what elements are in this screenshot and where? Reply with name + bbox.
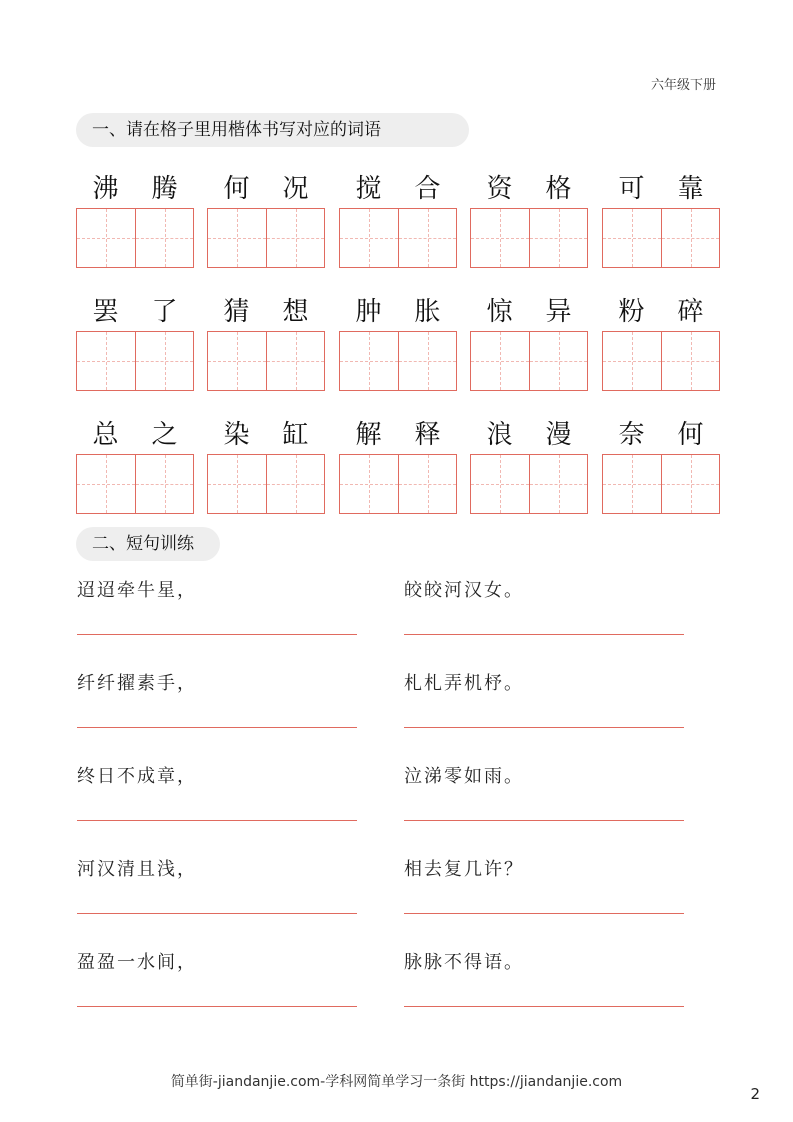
word-character: 猜 (223, 296, 250, 327)
writing-cell[interactable] (135, 332, 194, 390)
writing-cell[interactable] (77, 209, 135, 267)
writing-grid[interactable] (602, 208, 720, 268)
answer-line[interactable] (404, 727, 684, 728)
word-character: 之 (151, 419, 178, 450)
writing-grid[interactable] (339, 331, 457, 391)
word-character: 缸 (282, 419, 309, 450)
word-item (602, 287, 720, 391)
word-character: 肿 (355, 296, 382, 327)
writing-grid[interactable] (602, 454, 720, 514)
poem-line-right (404, 576, 686, 606)
word-character: 惊 (486, 296, 513, 327)
writing-cell[interactable] (398, 332, 457, 390)
writing-grid[interactable] (207, 331, 325, 391)
word-character: 碎 (677, 296, 704, 327)
word-item (602, 410, 720, 514)
writing-cell[interactable] (398, 455, 457, 513)
word-character: 可 (618, 173, 645, 204)
writing-grid[interactable] (470, 331, 588, 391)
answer-line[interactable] (404, 913, 684, 914)
word-character: 了 (151, 296, 178, 327)
word-character: 想 (282, 296, 309, 327)
poem-text: 纤纤擢素手， (77, 673, 197, 694)
writing-cell[interactable] (661, 455, 720, 513)
writing-grid[interactable] (470, 454, 588, 514)
word-item (207, 287, 325, 391)
writing-cell[interactable] (661, 209, 720, 267)
word-character: 奈 (618, 419, 645, 450)
poem-line-left (77, 948, 359, 978)
answer-line[interactable] (77, 727, 357, 728)
word-character: 腾 (151, 173, 178, 204)
writing-cell[interactable] (340, 209, 398, 267)
writing-cell[interactable] (603, 209, 661, 267)
word-item (76, 287, 194, 391)
grade-label: 六年级下册 (650, 78, 716, 93)
poem-line-left (77, 669, 359, 699)
word-item (76, 410, 194, 514)
writing-grid[interactable] (470, 208, 588, 268)
writing-cell[interactable] (398, 209, 457, 267)
section-2-title: 二、短句训练 (76, 527, 220, 561)
word-character: 资 (486, 173, 513, 204)
answer-line[interactable] (77, 820, 357, 821)
writing-grid[interactable] (76, 208, 194, 268)
word-character: 解 (355, 419, 382, 450)
word-item (207, 164, 325, 268)
writing-grid[interactable] (207, 454, 325, 514)
poem-line-right (404, 948, 686, 978)
poem-text: 河汉清且浅， (77, 859, 197, 880)
poem-text: 盈盈一水间， (77, 952, 197, 973)
writing-cell[interactable] (135, 209, 194, 267)
answer-line[interactable] (404, 634, 684, 635)
writing-cell[interactable] (77, 332, 135, 390)
word-character: 染 (223, 419, 250, 450)
writing-cell[interactable] (603, 332, 661, 390)
writing-cell[interactable] (266, 455, 325, 513)
word-character: 何 (223, 173, 250, 204)
writing-grid[interactable] (207, 208, 325, 268)
word-item (76, 164, 194, 268)
writing-cell[interactable] (340, 332, 398, 390)
writing-cell[interactable] (208, 209, 266, 267)
writing-cell[interactable] (208, 332, 266, 390)
word-character: 沸 (92, 173, 119, 204)
word-item (470, 164, 588, 268)
answer-line[interactable] (404, 820, 684, 821)
poem-line-right (404, 855, 686, 885)
writing-grid[interactable] (76, 454, 194, 514)
writing-cell[interactable] (266, 332, 325, 390)
word-character: 粉 (618, 296, 645, 327)
word-character: 漫 (545, 419, 572, 450)
poem-line-right (404, 669, 686, 699)
word-item (470, 287, 588, 391)
writing-cell[interactable] (340, 455, 398, 513)
word-character: 格 (545, 173, 572, 204)
writing-cell[interactable] (529, 332, 588, 390)
poem-text: 脉脉不得语。 (404, 952, 524, 973)
section-1-title: 一、请在格子里用楷体书写对应的词语 (76, 113, 469, 147)
word-item (339, 410, 457, 514)
poem-text: 札札弄机杼。 (404, 673, 524, 694)
word-character: 靠 (677, 173, 704, 204)
answer-line[interactable] (77, 634, 357, 635)
word-character: 浪 (486, 419, 513, 450)
poem-text: 皎皎河汉女。 (404, 580, 524, 601)
writing-cell[interactable] (471, 455, 529, 513)
poem-line-left (77, 762, 359, 792)
writing-grid[interactable] (339, 208, 457, 268)
writing-cell[interactable] (77, 455, 135, 513)
word-character: 搅 (355, 173, 382, 204)
writing-grid[interactable] (602, 331, 720, 391)
answer-line[interactable] (77, 913, 357, 914)
word-character: 异 (545, 296, 572, 327)
word-item (207, 410, 325, 514)
writing-cell[interactable] (529, 455, 588, 513)
writing-grid[interactable] (76, 331, 194, 391)
writing-cell[interactable] (208, 455, 266, 513)
writing-cell[interactable] (529, 209, 588, 267)
word-character: 何 (677, 419, 704, 450)
writing-cell[interactable] (661, 332, 720, 390)
writing-grid[interactable] (339, 454, 457, 514)
answer-line[interactable] (77, 1006, 357, 1007)
word-character: 况 (282, 173, 309, 204)
poem-text: 相去复几许？ (404, 859, 524, 880)
writing-cell[interactable] (603, 455, 661, 513)
word-item (339, 287, 457, 391)
page-number: 2 (750, 1085, 760, 1103)
poem-text: 迢迢牵牛星， (77, 580, 197, 601)
word-character: 释 (414, 419, 441, 450)
word-character: 合 (414, 173, 441, 204)
poem-text: 泣涕零如雨。 (404, 766, 524, 787)
poem-line-left (77, 855, 359, 885)
footer-text: 简单街-jiandanjie.com-学科网简单学习一条街 https://jiandanjie.com (170, 1074, 623, 1090)
writing-cell[interactable] (266, 209, 325, 267)
word-item (339, 164, 457, 268)
answer-line[interactable] (404, 1006, 684, 1007)
writing-cell[interactable] (135, 455, 194, 513)
writing-cell[interactable] (471, 209, 529, 267)
poem-text: 终日不成章， (77, 766, 197, 787)
word-item (470, 410, 588, 514)
word-character: 胀 (414, 296, 441, 327)
poem-line-right (404, 762, 686, 792)
poem-line-left (77, 576, 359, 606)
writing-cell[interactable] (471, 332, 529, 390)
word-character: 总 (92, 419, 119, 450)
word-item (602, 164, 720, 268)
word-character: 罢 (92, 296, 119, 327)
